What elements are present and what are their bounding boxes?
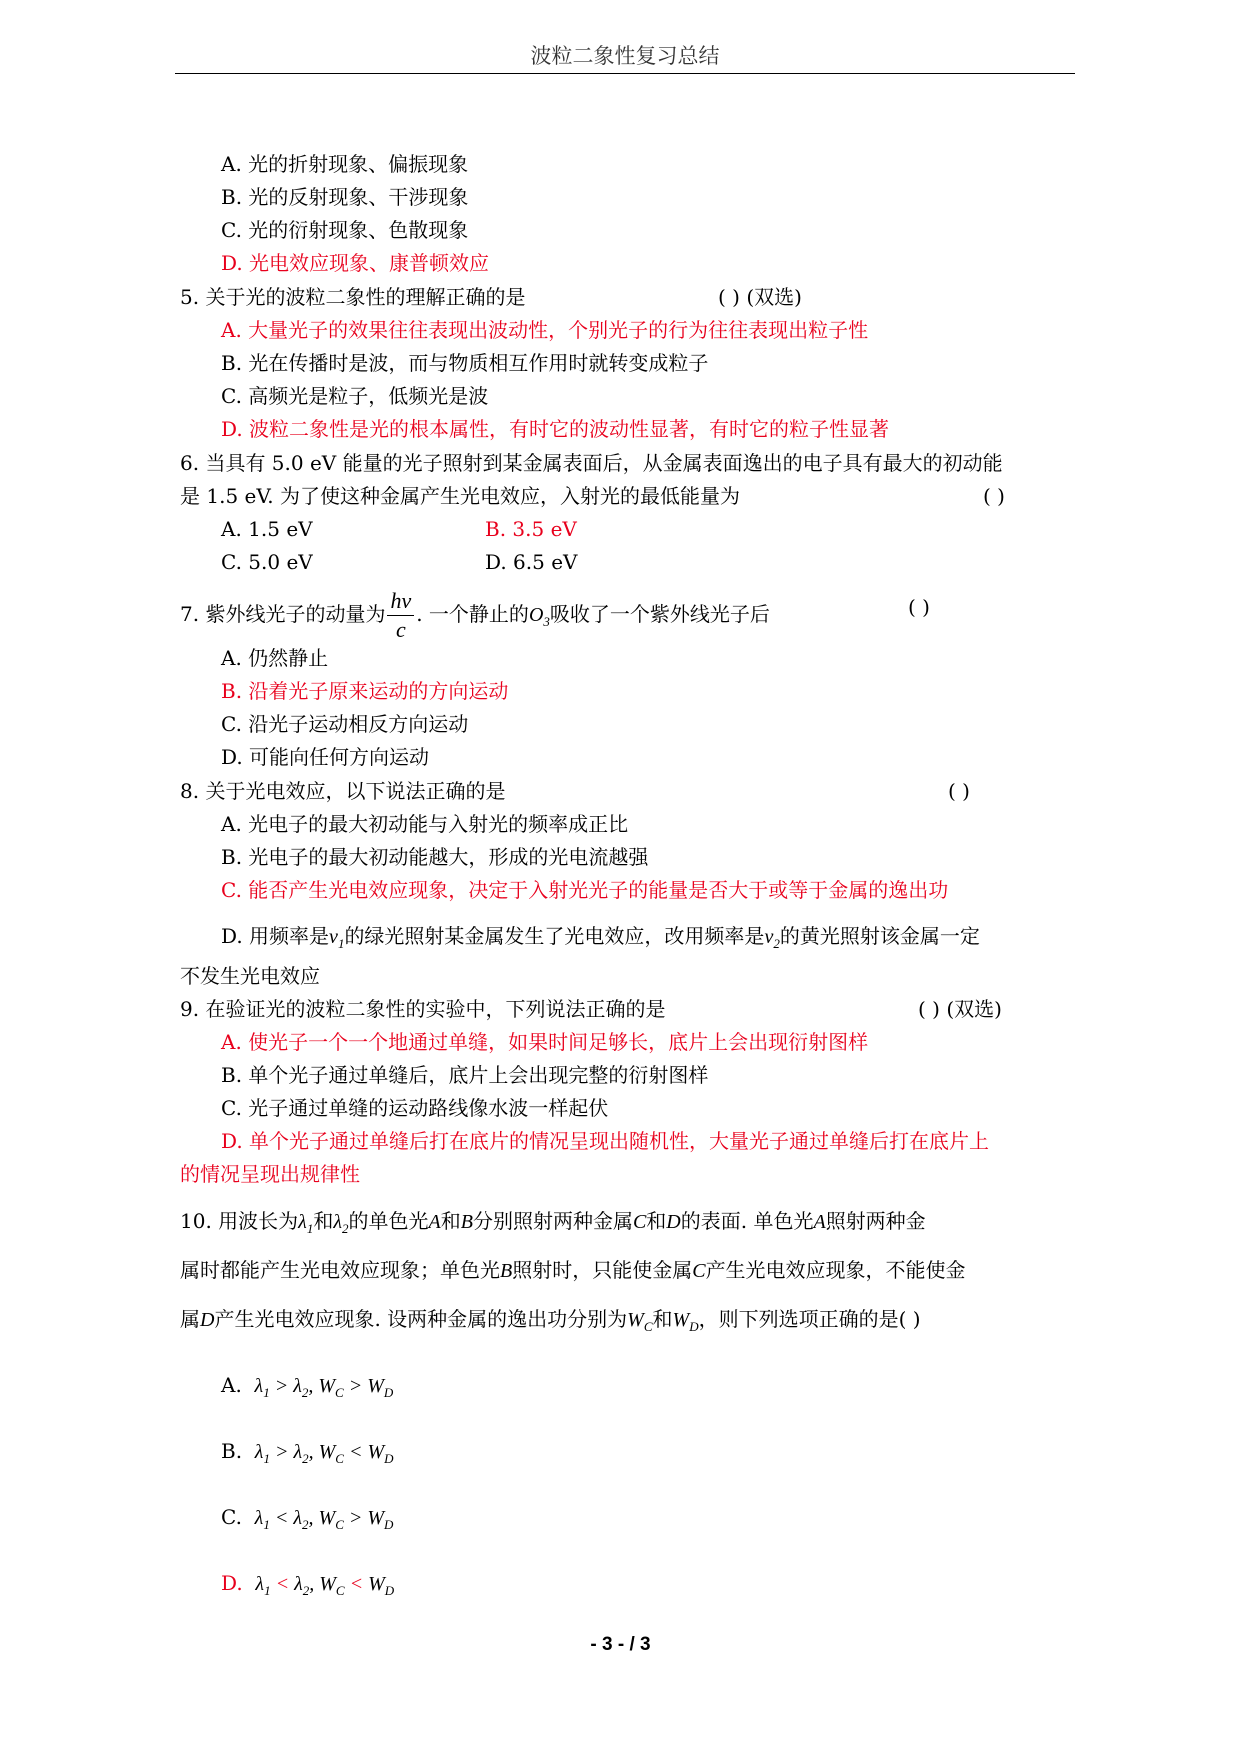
- q6-stem-line2: 是 1.5 eV. 为了使这种金属产生光电效应，入射光的最低能量为: [180, 484, 741, 508]
- relation-symbol: >: [348, 1375, 363, 1397]
- q4-option-b: B. 光的反射现象、干涉现象: [221, 185, 469, 209]
- light-a-symbol: A: [813, 1211, 826, 1233]
- page-number: - 3 - / 3: [590, 1634, 651, 1655]
- w-subscript: D: [383, 1385, 394, 1400]
- q10-answer-paren: ( ): [898, 1307, 921, 1331]
- lambda-subscript: 2: [302, 1517, 309, 1532]
- q10-text: 属: [180, 1307, 200, 1331]
- q6-option-b-answer: B. 3.5 eV: [485, 517, 577, 541]
- lambda-symbol: λ: [293, 1507, 303, 1529]
- option-label: C.: [221, 1505, 242, 1529]
- w-symbol: W: [367, 1507, 385, 1529]
- q10-text: 属时都能产生光电效应现象；单色光: [180, 1258, 500, 1282]
- lambda-symbol: λ: [255, 1573, 265, 1595]
- q6-option-a: A. 1.5 eV: [221, 517, 313, 541]
- light-b-symbol: B: [500, 1260, 513, 1282]
- q10-text: 10. 用波长为: [180, 1209, 299, 1233]
- q6-stem-line1: 6. 当具有 5.0 eV 能量的光子照射到某金属表面后，从金属表面逸出的电子具有最大的初动能: [180, 451, 1003, 475]
- lambda-symbol: λ: [293, 1441, 303, 1463]
- light-a-symbol: A: [428, 1211, 441, 1233]
- q5-option-b: B. 光在传播时是波，而与物质相互作用时就转变成粒子: [221, 351, 709, 375]
- q10-text: 照射时，只能使金属: [512, 1258, 693, 1282]
- q10-text: 和: [652, 1307, 673, 1331]
- lambda-symbol: λ: [254, 1507, 264, 1529]
- q8-option-d-line2: 不发生光电效应: [180, 964, 320, 988]
- q7-answer-paren: ( ): [908, 595, 930, 619]
- w-subscript: D: [384, 1451, 394, 1466]
- q10-text: 产生光电效应现象. 设两种金属的逸出功分别为: [214, 1307, 628, 1331]
- w-subscript: D: [384, 1583, 395, 1598]
- v1-letter: v: [329, 926, 338, 948]
- lambda-subscript: 1: [263, 1385, 270, 1400]
- momentum-fraction: [387, 590, 414, 641]
- q8-d-mid: 的绿光照射某金属发生了光电效应，改用频率是: [344, 924, 765, 948]
- q8-option-c-answer: C. 能否产生光电效应现象，决定于入射光光子的能量是否大于或等于金属的逸出功: [221, 878, 949, 902]
- q10-text: 的单色光: [348, 1209, 429, 1233]
- ozone-letter: O: [528, 604, 544, 626]
- fraction-numerator: hv: [387, 590, 414, 616]
- lambda-subscript: 2: [302, 1583, 310, 1598]
- w-symbol: W: [627, 1309, 644, 1331]
- w-subscript: C: [335, 1451, 344, 1466]
- frequency-v2: [764, 926, 780, 951]
- ozone-symbol: [528, 604, 550, 629]
- q10-text: 和: [440, 1209, 461, 1233]
- lambda-symbol: λ: [294, 1573, 303, 1595]
- q10-option-a: [221, 1371, 393, 1407]
- relation-symbol: <: [349, 1573, 364, 1595]
- lambda-symbol: λ: [254, 1441, 264, 1463]
- q8-option-d-line1: [221, 922, 980, 958]
- work-function-wc: [627, 1309, 653, 1334]
- q8-stem: 8. 关于光电效应，以下说法正确的是: [180, 779, 506, 803]
- q7-stem: [180, 590, 770, 641]
- q10-text: 的表面. 单色光: [680, 1209, 814, 1233]
- v1-subscript: 1: [337, 936, 345, 951]
- q10-text: ，则下列选项正确的是: [698, 1307, 899, 1331]
- lambda-2: [333, 1211, 349, 1236]
- lambda-symbol: λ: [333, 1211, 343, 1233]
- w-symbol: W: [318, 1375, 336, 1397]
- w-symbol: W: [318, 1441, 336, 1463]
- work-function-wd: [672, 1309, 699, 1334]
- q10-text: 产生光电效应现象，不能使金: [705, 1258, 966, 1282]
- relation-symbol: <: [348, 1441, 363, 1463]
- option-expression: [254, 1507, 394, 1532]
- fraction-denominator: c: [395, 617, 406, 642]
- w-symbol: W: [318, 1507, 336, 1529]
- light-b-symbol: B: [460, 1211, 473, 1233]
- option-expression: [255, 1573, 395, 1598]
- q6-answer-paren: ( ): [983, 484, 1005, 508]
- w-symbol: W: [367, 1375, 384, 1397]
- q8-option-b: B. 光电子的最大初动能越大，形成的光电流越强: [221, 845, 649, 869]
- q8-option-a: A. 光电子的最大初动能与入射光的频率成正比: [221, 812, 629, 836]
- q7-stem-pre: 7. 紫外线光子的动量为: [180, 602, 386, 626]
- q5-answer-paren: ( ) (双选): [718, 285, 802, 309]
- lambda-subscript: 1: [264, 1583, 271, 1598]
- q9-option-a-answer: A. 使光子一个一个地通过单缝，如果时间足够长，底片上会出现衍射图样: [221, 1030, 869, 1054]
- metal-c-symbol: C: [632, 1211, 647, 1233]
- relation-symbol: >: [348, 1507, 363, 1529]
- q7-option-d: D. 可能向任何方向运动: [221, 745, 430, 769]
- w-subscript: D: [689, 1319, 699, 1334]
- q10-stem-line2: [180, 1256, 966, 1285]
- q10-text: 和: [646, 1209, 667, 1233]
- w-subscript: C: [335, 1385, 344, 1400]
- q10-text: 和: [313, 1209, 334, 1233]
- comma: ,: [308, 1507, 314, 1529]
- q9-option-c: C. 光子通过单缝的运动路线像水波一样起伏: [221, 1096, 609, 1120]
- w-symbol: W: [368, 1573, 385, 1595]
- q10-option-d-answer: [221, 1569, 394, 1605]
- q5-option-a-answer: A. 大量光子的效果往往表现出波动性，个别光子的行为往往表现出粒子性: [221, 318, 869, 342]
- q7-stem-post: 吸收了一个紫外线光子后: [549, 602, 770, 626]
- option-expression: [254, 1441, 394, 1466]
- metal-d-symbol: D: [200, 1309, 215, 1331]
- lambda-subscript: 2: [342, 1221, 349, 1236]
- q10-option-b: [221, 1437, 394, 1473]
- q4-option-a: A. 光的折射现象、偏振现象: [221, 152, 469, 176]
- option-label: D.: [221, 1571, 243, 1595]
- q7-option-c: C. 沿光子运动相反方向运动: [221, 712, 469, 736]
- header-rule: [175, 73, 1075, 74]
- q10-stem-line3: [180, 1305, 921, 1341]
- q6-option-c: C. 5.0 eV: [221, 550, 313, 574]
- frequency-v1: [329, 926, 345, 951]
- q8-d-pre: D. 用频率是: [221, 924, 330, 948]
- q9-answer-paren: ( ) (双选): [918, 997, 1002, 1021]
- ozone-subscript: 3: [543, 614, 550, 629]
- w-subscript: C: [643, 1319, 653, 1334]
- metal-d-symbol: D: [666, 1211, 681, 1233]
- q8-answer-paren: ( ): [948, 779, 970, 803]
- option-label: B.: [221, 1439, 243, 1463]
- option-expression: [254, 1375, 394, 1400]
- lambda-symbol: λ: [298, 1211, 307, 1233]
- page-header-title: 波粒二象性复习总结: [530, 44, 720, 68]
- q9-stem: 9. 在验证光的波粒二象性的实验中，下列说法正确的是: [180, 997, 666, 1021]
- v2-subscript: 2: [773, 936, 780, 951]
- lambda-subscript: 1: [306, 1221, 314, 1236]
- q8-d-post: 的黄光照射该金属一定: [779, 924, 980, 948]
- metal-c-symbol: C: [692, 1260, 706, 1282]
- q10-option-c: [221, 1503, 393, 1539]
- q4-option-d-answer: D. 光电效应现象、康普顿效应: [221, 251, 490, 275]
- w-subscript: D: [384, 1517, 394, 1532]
- comma: ,: [308, 1441, 314, 1463]
- w-symbol: W: [319, 1573, 336, 1595]
- q7-option-a: A. 仍然静止: [221, 646, 329, 670]
- q10-text: 照射两种金: [825, 1209, 926, 1233]
- q10-stem-line1: [180, 1207, 926, 1243]
- lambda-subscript: 2: [301, 1385, 309, 1400]
- q6-option-d: D. 6.5 eV: [485, 550, 578, 574]
- w-subscript: C: [335, 1517, 344, 1532]
- option-label: A.: [221, 1373, 242, 1397]
- w-symbol: W: [672, 1309, 690, 1331]
- q7-option-b-answer: B. 沿着光子原来运动的方向运动: [221, 679, 509, 703]
- relation-symbol: <: [275, 1573, 290, 1595]
- q5-option-c: C. 高频光是粒子，低频光是波: [221, 384, 489, 408]
- q5-stem: 5. 关于光的波粒二象性的理解正确的是: [180, 285, 526, 309]
- q7-stem-mid: . 一个静止的: [416, 602, 529, 626]
- q9-option-d-answer-line1: D. 单个光子通过单缝后打在底片的情况呈现出随机性，大量光子通过单缝后打在底片上: [221, 1129, 990, 1153]
- q10-text: 分别照射两种金属: [472, 1209, 633, 1233]
- lambda-symbol: λ: [254, 1375, 264, 1397]
- relation-symbol: <: [274, 1507, 289, 1529]
- w-symbol: W: [367, 1441, 385, 1463]
- q9-option-d-answer-line2: 的情况呈现出规律性: [180, 1162, 360, 1186]
- lambda-subscript: 1: [263, 1517, 270, 1532]
- lambda-subscript: 1: [263, 1451, 270, 1466]
- lambda-symbol: λ: [293, 1375, 302, 1397]
- comma: ,: [309, 1573, 315, 1595]
- lambda-subscript: 2: [302, 1451, 309, 1466]
- v2-letter: v: [764, 926, 774, 948]
- w-subscript: C: [335, 1583, 345, 1598]
- lambda-1: [298, 1211, 314, 1236]
- relation-symbol: >: [274, 1441, 289, 1463]
- q9-option-b: B. 单个光子通过单缝后，底片上会出现完整的衍射图样: [221, 1063, 709, 1087]
- comma: ,: [308, 1375, 314, 1397]
- q5-option-d-answer: D. 波粒二象性是光的根本属性，有时它的波动性显著，有时它的粒子性显著: [221, 417, 890, 441]
- q4-option-c: C. 光的衍射现象、色散现象: [221, 218, 469, 242]
- relation-symbol: >: [274, 1375, 289, 1397]
